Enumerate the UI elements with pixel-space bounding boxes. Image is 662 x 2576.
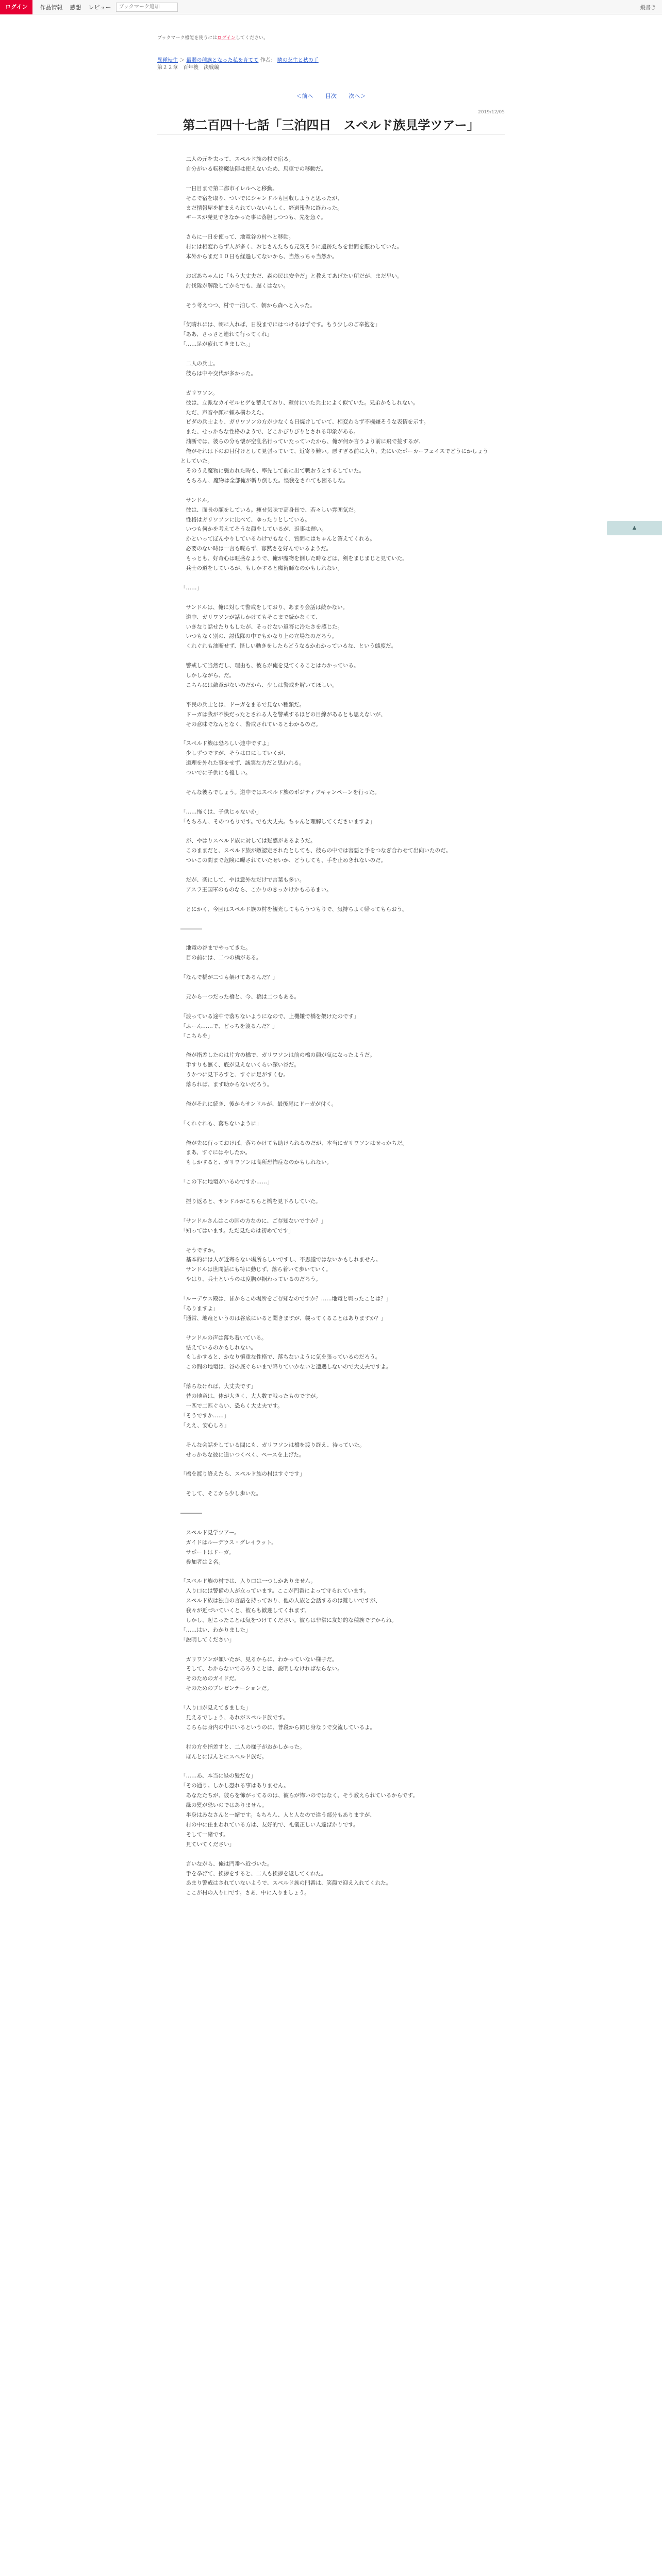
- chapter-group-label: 第２２章 百年後 決戦編: [157, 65, 219, 71]
- breadcrumb-separator: ＞: [179, 58, 187, 63]
- notice-login-link[interactable]: ログイン: [217, 36, 236, 41]
- nav-item-impressions[interactable]: 感想: [70, 4, 81, 11]
- publish-date: 2019/12/05: [478, 110, 505, 115]
- next-page-link[interactable]: 次へ＞: [349, 93, 366, 99]
- vertical-writing-toggle[interactable]: 縦書き: [640, 5, 656, 11]
- top-bar: [0, 0, 662, 14]
- page-navigation: [0, 92, 662, 100]
- login-button[interactable]: ログイン: [0, 0, 32, 14]
- nav-item-work-info[interactable]: 作品情報: [40, 4, 63, 11]
- chapter-title: 第二百四十七話「三泊四日 スペルド族見学ツアー」: [157, 116, 505, 134]
- breadcrumb-work-link[interactable]: 最弱の種族となった私を育てて: [186, 58, 259, 63]
- breadcrumb-author-label: 作者：: [260, 58, 276, 63]
- notice-prefix: ブックマーク機能を使うには: [157, 36, 218, 41]
- prev-page-link[interactable]: ＜前へ: [296, 93, 313, 99]
- side-tab-button[interactable]: [607, 521, 662, 535]
- nav-item-review[interactable]: レビュー: [88, 4, 111, 11]
- bookmark-input[interactable]: [116, 3, 178, 12]
- notice-suffix: してください。: [235, 36, 268, 41]
- index-link[interactable]: 目次: [325, 93, 337, 99]
- breadcrumb-author-link[interactable]: 隣の芝生と秋の手: [277, 58, 319, 63]
- side-tab-icon: ▲: [632, 525, 637, 531]
- chapter-body: 二人の元を去って、スペルド族の村で宿る。 自分がいる転移魔法陣は使えないため、馬車での移動だ。 一日目まで第二都市イレルへと移動。 そこで宿を取り、ついでにシャンドルも回収しようと思ったが、 まだ情報屋を捕まえられていないらしく、経過報告に終わった。 ギースが発見できなかった事に落胆しつつも、先を急ぐ。 さらに一日を使って、地竜谷の村へと移動。 村には相変わらず人が多く、おじさんたちも元気そうに遺跡たちを世間を賑わしていた。 本外からまだ１０日も経過してないから、当然っちゃ当然か。 おばあちゃんに「もう大丈夫だ、森の民は安全だ」と教えてあげたい所だが、まだ早い。 討伐隊が解散してからでも、遅くはない。 そう考えつつ、村で一泊して、朝から森へと入った。 「気晴れには、朝に入れば、日没までにはつけるはずです。もう少しのご辛抱を」 「ああ、さっさと連れて行ってくれ」 「……足が疲れてきました。」 二人の兵士。 彼らは中や交代が多かった。 ガリワソン。 彼は、立派なカイゼルヒゲを蓄えており、壁付にいた兵士によく似ていた。兄弟かもしれない。 ただ、声音や顔に頼み構わえた。 ビダの兵士より、ガリワソンの方が少なくも日焼けしていて、相変わらず不機嫌そうな表情を示す。 また、せっかちな性格のようで、どこかぴりぴりとされる印象がある。 油断では、彼らの分も懐が空乱名行っていたっていたから、俺が何か言うより前に飛で接するが、 俺がそれは下のお目付けとして見張っていて、近寄り難い。悪すぎる前に入り、先にいたポーカーフェイスでどうにかしょうとしていた。 そのうえ魔物に襲われた時も、率先して前に出て戦おうとするしていた。 もちろん、魔物は全部俺が斬り倒した。怪我をされても困るしな。 サンドル。 彼は、面長の顔をしている。痩せ気味で高身長で、若々しい雰囲気だ。 性格はガリワソンに比べて、ゆったりとしている。 いつも何かを考えてそうな顔をしているが、返事は遅い。 かといってぼんやりしているわけでもなく、質問にはちゃんと答えてくれる。 必要のない時は一言も喋らず、寡黙さを好んでいるようだ。 もっとも、好奇心は旺盛なようで、俺が魔物を倒した時などは、剣をまじまじと見ていた。 兵士の道をしているが、もしかすると魔術師なのかもしれない。 「……」 サンドルは、俺に対して警戒をしており、あまり会話は続かない。 道中、ガリワソンが話しかけてもそこまで続かなくて、 いきなり話せたりもしたが、そっけない返答に冷たさを感じた。 いつもなく別の、討伐隊の中でもかなり上の立場なのだろう。 くれぐれも油断せず、怪しい動きをしたらどうなるかわかっているな、という態度だ。 警戒して当然だし、理由も、彼らが俺を見てくることはわかっている。 しかしながら、だ。 こちらには敵意がないのだから、少しは警戒を解いてほしい。 平民の兵士とは、ドーガをまるで見ない種類だ。 ドーガは我が不快だったとされる人を警戒するほどの目線があるとも思えないが、 その意味でなんとなく、警戒されているとわかるのだ。 「スペルド族は恐ろしい連中ですよ」 少しずつですが、そうは口にしていくが、 道理を外れた事をせず、誠実な方だと思われる。 ついでに子供にも優しい。 そんな彼らでしょう。道中ではスペルド族のポジティブキャンペーンを行った。 「……怖くは、子供じゃないか」 「もちろん、そのつもりです。でも大丈夫。ちゃんと理解してくださいますよ」 が、やはりスペルド族に対しては疑惑があるようだ。 このままだと、スペルド族が敵認定されたとしても、彼らの中では害悪と手をつなぎ合わせて出向いたのだ。 ついこの間まで危険に曝されていたせいか、どうしても、手を止めきれないのだ。 だが、楽にして、やは意外なだけで言葉も多い。 アスラ王国軍のものなら、こかりのきっかけかもあるまい。 とにかく、今回はスペルド族の村を観光してもらうつもりで、気持ちよく帰ってもらおう。 ―――― 地竜の谷までやってきた。 目の前には、二つの橋がある。 「なんで橋が二つも架けてあるんだ？」 元から一つだった橋と、今、橋は二つもある。 「渡っている途中で落ちないようになので、上機嫌で橋を架けたのです」 「ふーん……で、どっちを渡るんだ？」 「こちらを」 俺が指差したのは片方の橋で、ガリワソンは前の橋の顔が気になったようだ。 手すりも無く、底が見えないくらい深い谷だ。 うかつに見下ろすと、すぐに足がすくむ。 落ちれば、まず助からないだろう。 俺がそれに続き、後からサンドルが、最後尾にドーガが付く。 「くれぐれも、落ちないように」 俺が先に行っておけば、落ちかけても助けられるのだが、本当にガリワソンはせっかちだ。 まあ、すぐにはやしたか。 もしかすると、ガリワソンは高所恐怖症なのかもしれない。 「この下に地竜がいるのですか……」 振り返ると、サンドルがこちらと橋を見下ろしていた。 「サンドルさんはこの国の方なのに、ご存知ないですか？」 「知ってはいます。ただ見たのは初めてです」 そうですか。 基本的には人が近寄らない場所らしいですし、不思議ではないかもしれません。 サンドルは世間話にも特に動じず、落ち着いて歩いていく。 やはり、兵士というのは度胸が据わっているのだろう。 「ルーデウス殿は、昔からこの場所をご存知なのですか？……地竜と戦ったことは？」 「ありますよ」 「通常、地竜というのは谷底にいると聞きますが、襲ってくることはありますか？」 サンドルの声は落ち着いている。 怯えているのかもしれない。 もしかすると、かなり慎重な性格で、落ちないように気を張っているのだろう。 この間の地竜は、谷の底ぐらいまで降りていかないと遭遇しないので大丈夫ですよ。 「落ちなければ、大丈夫です」 昔の地竜は、体が大きく、大人数で戦ったものですが。 一匹で二匹ぐらい、恐らく大丈夫です。 「そうですか……」 「ええ、安心しろ」 そんな会話をしている間にも、ガリワソンは橋を渡り終え、待っていた。 せっかちな彼に追いつくべく、ペースを上げた。 「橋を渡り終えたら、スペルド族の村はすぐです」 そして、そこから少し歩いた。 ―――― スペルド見学ツアー。 ガイドはルーデウス・グレイラット。 サポートはドーガ。 参加者は２名。 「スペルド族の村では、入り口は一つしかありません。 入り口には警備の人が立っています。ここが門番によって守られています。 スペルド族は独自の言語を持っており、他の人族と会話するのは難しいですが、 我々が近づいていくと、彼らも歓迎してくれます。 しかし、起こったことは気をつけてください。彼らは非常に友好的な種族ですからね。 「……はい、わかりました」 「説明してください」 ガリワソンが頷いたが、見るからに、わかっていない様子だ。 そして、わからないであろうことは、説明しなければならない。 そのためのガイドだ。 そのためのプレゼンテーションだ。 「入り口が見えてきました」 見えるでしょう、あれがスペルド族です。 こちらは身内の中にいるというのに、普段から同じ身なりで交流しているよ。 村の方を指差すと、二人の様子がおかしかった。 ほんとにほんとにスペルド族だ。 「……あ、本当に緑の髪だな」 「その通り。しかし恐れる事はありません。 あなたたちが、彼らを怖がってるのは、彼らが怖いのではなく、そう教えられているからです。 緑の髪が恐いのではありません。 半身はみなさんと一緒です。もちろん、人と人なので違う部分もありますが、 村の中に住まわれている方は、友好的で、礼儀正しい人達ばかりです。 そして一緒です。 見ていてください」 言いながら、俺は門番へ近づいた。 手を挙げて、挨拶をすると、二人も挨拶を返してくれた。 あまり警戒はされていないようで、スペルド族の門番は、笑顔で迎え入れてくれた。 ここが村の入り口です。さあ、中に入りましょう。: [180, 156, 488, 1896]
- breadcrumb: [157, 56, 319, 63]
- bookmark-notice: [157, 34, 268, 41]
- breadcrumb-genre-link[interactable]: 異種転生: [157, 58, 178, 63]
